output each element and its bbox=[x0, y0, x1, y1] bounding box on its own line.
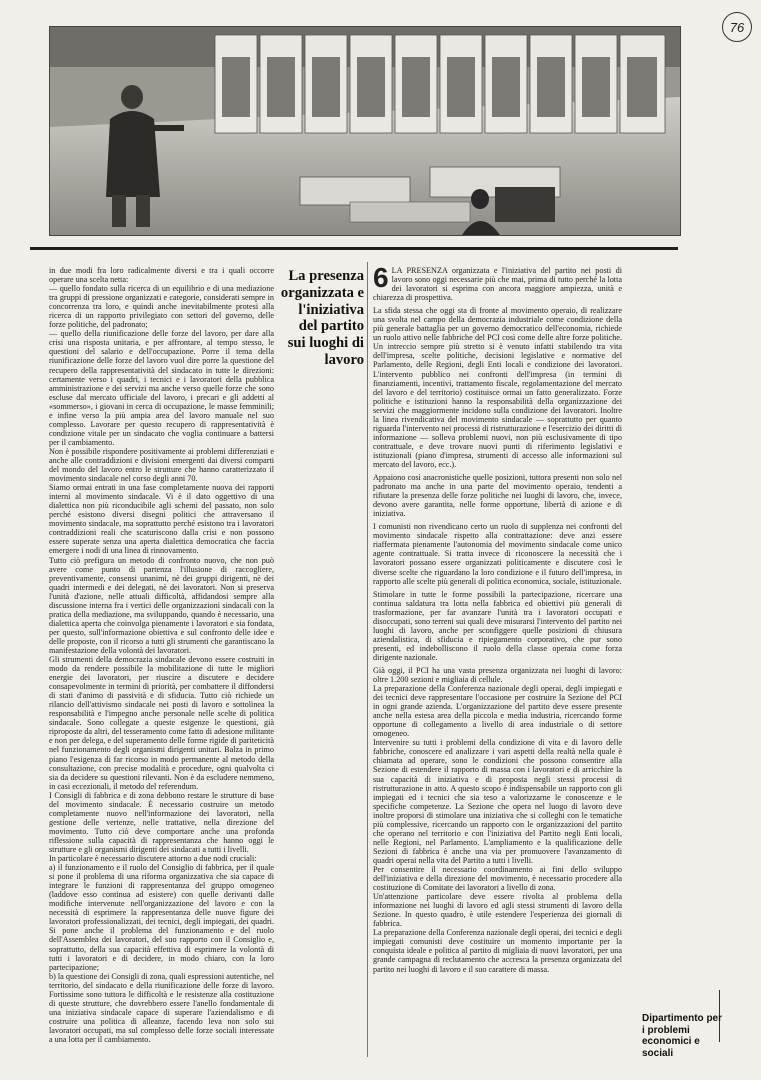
left-paragraph: Non è possibile rispondere positivamente ai problemi differenziati e anche alle contraddizioni e divisioni emergenti dai diversi comparti del mondo del lavoro entro le strutture che hanno caratterizzato il movimento sindacale nel corso degli anni 70. bbox=[49, 446, 274, 484]
left-column bbox=[49, 266, 274, 1056]
left-paragraph: Tutto ciò prefigura un metodo di confronto nuovo, che non può avere come punto di partenza l'illusione di raccogliere, preventivamente, consensi unanimi, nè dei gruppi dirigenti, nè dei quadri intermedi e dei delegati, nè dei lavoratori. Non si preserva l'unità d'azione, nelle attuali difficoltà, affidandosi sempre alla discussione interna fra i vertici delle organizzazioni sindacali con la pratica della mediazione, ma sviluppando, quando è necessario, una dialettica aperta che coinvolga pienamente i lavoratori e sia fondata, per questo, sull'informazione obiettiva e sul confronto delle idee e delle proposte, con il ricorso a tutti gli strumenti che garantiscano la manifestazione della volontà dei lavoratori. bbox=[49, 555, 274, 655]
left-paragraph: Siamo ormai entrati in una fase completamente nuova dei rapporti interni al movimento sindacale. Vi è il dato oggettivo di una dialettica non più riconducibile agli schemi del passato, non solo perché esistono diversi disegni politici che attraversano il movimento sindacale, ma soprattutto perché esistono tra i lavoratori contraddizioni reali che scaturiscono dalla crisi e non possono essere superate senza una aperta dialettica democratica che faccia emergere i nodi di una linea di rinnovamento. bbox=[49, 483, 274, 556]
right-paragraph-intro bbox=[373, 266, 622, 302]
right-paragraph-intro-text: LA PRESENZA organizzata e l'iniziativa del partito nei posti di lavoro sono oggi necessarie più che mai, prima di tutto perché la lotta dei lavoratori si esprima con ancora maggiore ampiezza, unità e chiarezza di prospettiva. bbox=[373, 266, 622, 303]
right-paragraph: Per consentire il necessario coordinamento ai fini dello sviluppo dell'iniziativa e della direzione del movimento, è necessario procedere alla costituzione di Comitate dei lavoratori a livello di zona. bbox=[373, 865, 622, 893]
right-paragraph: Intervenire su tutti i problemi della condizione di vita e di lavoro delle fabbriche, conoscere ed analizzare i vari aspetti della realtà nella quale è chiamata ad operare, sono le condizioni che possono consentire alla Sezione di estendere il rapporto di massa con i lavoratori e di arricchire la sua capacità di iniziativa e di proposta negli stessi processi di ristrutturazione in atto. A questo scopo è indispensabile un rapporto con gli impiegati ed i tecnici che sia teso a valorizzarne le conoscenze e le specifiche competenze. La Sezione che opera nel luogo di lavoro deve inoltre proporsi di stimolare una iniziativa che si colleghi con le tematiche più complessive, ricercando un rapporto con le organizzazioni del partito che operano nel territorio e con l'iniziativa del Partito negli Enti locali, nelle Regioni, nel Parlamento. L'ampliamento e la qualificazione delle Sezioni di fabbrica è anche una via per promuovere l'avanzamento di quadri operai nella vita del Partito a tutti i livelli. bbox=[373, 738, 622, 865]
left-paragraph: b) la questione dei Consigli di zona, quali espressioni autentiche, nel territorio, del sindacato e della riunificazione delle forze di lavoro. Fortissime sono tuttora le difficoltà e le resistenze alla costituzione di queste strutture, che dovrebbero essere l'anello fondamentale di una iniziativa sindacale capace di superare l'aziendalismo e di costruire una politica di alleanze, facendo leva non solo sui lavoratori occupati, ma sul complesso delle forze sociali interessate a una lotta per il cambiamento. bbox=[49, 971, 274, 1044]
column-divider bbox=[367, 262, 368, 1057]
left-paragraph: a) il funzionamento e il ruolo del Consiglio di fabbrica, per il quale si pone il problema di una riforma organizzativa che sia capace di integrare le funzioni di rappresentanza del gruppo omogeneo (laddove esso continua ad esistere) con quelle derivanti dalle modifiche intervenute nell'organizzazione del lavoro e con la necessità di esprimere la rappresentanza delle nuove figure dei lavoratori professionalizzati, dei tecnici, degli impiegati, dei quadri. Si pone anche il problema del funzionamento e del ruolo dell'Assemblea dei lavoratori, del suo rapporto con il Consiglio e, soprattutto, della sua capacità effettiva di esprimere la volontà di tutti i lavoratori e di decidere, in modo chiaro, con la loro partecipazione; bbox=[49, 863, 274, 972]
right-paragraph: La sfida stessa che oggi sta di fronte al movimento operaio, di realizzare una svolta nel campo della democrazia industriale come condizione della più generale battaglia per un governo democratico dell'economia, richiede un ruolo attivo nelle fabbriche del PCI così come delle altre forze politiche. Un intreccio sempre più stretto si è venuto infatti stabilendo tra vita dell'impresa, scelte politiche, decisioni legislative e normative del Parlamento, delle Regioni, degli Enti locali e condizione dei lavoratori. L'intervento pubblico nei confronti dell'impresa (in termini di finanziamenti, incentivi, trattamento fiscale, regolamentazione del mercato del lavoro e del territorio) costituisce ormai un fatto generalizzato. Forze politiche e istituzioni hanno la responsabilità della organizzazione dei servizi che maggiormente incidono sulla condizione dei lavoratori. Inoltre la linea rivendicativa del movimento sindacale — soprattutto per quanto riguarda l'intervento nei processi di ristrutturazione e l'esercizio dei diritti di informazione — solleva problemi nuovi, non più esclusivamente di tipo contrattuale, e deve trovare nuovi punti di riferimento legislativi e istituzionali (piano d'impresa, strumenti di accesso alle informazioni sul mercato del lavoro, ecc.). bbox=[373, 306, 622, 469]
department-label: Dipartimento per i problemi economici e sociali bbox=[642, 1013, 723, 1059]
right-paragraph: I comunisti non rivendicano certo un ruolo di supplenza nei confronti del movimento sindacale rispetto alla contrattazione: deve anzi essere riaffermata pienamente l'autonomia del movimento sindacale come unico agente contrattuale. Si tratta invece di riconoscere la necessità che i lavoratori possano essere organizzati politicamente e discutere così le diverse scelte che riguardano la loro condizione e il futuro dell'impresa, in rapporto alle scelte più generali di politica economica, sociale, istituzionale. bbox=[373, 522, 622, 586]
left-paragraph: In particolare è necessario discutere attorno a due nodi cruciali: bbox=[49, 854, 257, 864]
left-paragraph: in due modi fra loro radicalmente diversi e tra i quali occorre operare una scelta netta: bbox=[49, 266, 274, 285]
page-number: 76 bbox=[722, 12, 752, 42]
left-paragraph: Gli strumenti della democrazia sindacale devono essere costruiti in modo da rendere possibile la mobilitazione di tutte le migliori energie dei lavoratori, per riuscire a discutere e decidere consapevolmente in termini di priorità, per combattere il diffondersi di stati d'animo di passività e di sfiducia. Tutto ciò richiede un rilancio dell'attivismo sindacale nei posti di lavoro e sottolinea la responsabilità e l'impegno anche personale nelle scelte di politica sindacale. Sono collegate a queste esigenze le questioni, già riproposte da altri, del tesseramento come fatto di adesione militante e non per delega, e del superamento delle forme rigide di pariteticità nel funzionamento degli organismi dirigenti unitari. Balza in primo piano l'esigenza di far ricorso in modo permanente al metodo della consultazione, con precise modalità e procedure, ogni qualvolta ci sia da decidere su questioni rilevanti. Non è da escludere nemmeno, in casi eccezionali, il metodo del referendum. bbox=[49, 655, 274, 791]
left-paragraph: I Consigli di fabbrica e di zona debbono restare le strutture di base del movimento sindacale. È necessario costruire un metodo completamente nuovo nell'informazione dei lavoratori, nella gestione delle vertenze, nelle trattative, nella direzione del movimento. Tutto ciò deve comportare anche una profonda riflessione sulla capacità di rappresentanza che hanno oggi le strutture e gli organismi dirigenti dei sindacati a tutti i livelli. bbox=[49, 790, 274, 854]
right-paragraph: Un'attenzione particolare deve essere rivolta al problema della informazione nei luoghi di lavoro ed agli stessi strumenti di lavoro della Sezione. In questo quadro, è utile estendere l'esperienza dei giornali di fabbrica. bbox=[373, 892, 622, 929]
header-photo bbox=[49, 26, 681, 236]
section-number: 6 bbox=[373, 266, 389, 293]
left-paragraph: — quello fondato sulla ricerca di un equilibrio e di una mediazione tra gruppi di pressione organizzati e categorie, considerati sempre in concorrenza tra loro, e quindi anche inevitabilmente protesi alla ricerca di un rapporto privilegiato con settori del governo, delle forze politiche, del padronato; bbox=[49, 284, 274, 330]
right-paragraph: Stimolare in tutte le forme possibili la partecipazione, ricercare una continua saldatura tra lotta nella fabbrica ed obiettivi più generali di trasformazione, per far avanzare l'unità tra i lavoratori occupati e disoccupati, sono terreni sui quali deve misurarsi l'intervento del partito nei luoghi di lavoro, anche per sconfiggere quelle posizioni di chiusura aziendalistica, di sfiducia e ripiegamento corporativo, che pur sono presenti, ed indebolliscono il ruolo della classe operaia come forza dirigente nazionale. bbox=[373, 589, 622, 662]
section-rule bbox=[30, 247, 678, 250]
left-paragraph: — quello della riunificazione delle forze del lavoro, per dare alla crisi una risposta unitaria, e per affrontare, al tempo stesso, le questioni del salario e dell'occupazione. Porre il tema della riunificazione delle forze del lavoro vuol dire porre la questione del recupero della rappresentatività del sindacato in tutte le direzioni: certamente verso i quadri, i tecnici e i lavoratori della pubblica amministrazione e dei servizi ma anche verso quelle forze che sono escluse dal mercato ufficiale del lavoro, i precari e gli addetti al «sommerso», i giovani in cerca di occupazione, le masse femminili; e infine verso la più ampia area del lavoro manuale nel suo complesso. Lavorare per questo recupero di rappresentatività è condizione vitale per un sindacato che voglia continuare a battersi per il cambiamento. bbox=[49, 329, 274, 447]
right-column bbox=[373, 266, 622, 1066]
right-paragraph: Già oggi, il PCI ha una vasta presenza organizzata nei luoghi di lavoro: oltre 1.200 sezioni e migliaia di cellule. bbox=[373, 665, 622, 685]
right-paragraph: La preparazione della Conferenza nazionale degli operai, dei tecnici e degli impiegati comunisti deve costituire un momento importante per la conquista ideale e politica al partito di migliaia di nuovi lavoratori, per una grande campagna di reclutamento che accresca la presenza organizzata del partito nei luoghi di lavoro e il suo carattere di massa. bbox=[373, 928, 622, 974]
right-paragraph: Appaiono così anacronistiche quelle posizioni, tuttora presenti non solo nel padronato ma anche in una parte del movimento operaio, tendenti a rifiutare la presenza delle forze politiche nei luoghi di lavoro, che, invece, devono avere garantita, nelle forme opportune, libertà di azione e di iniziativa. bbox=[373, 473, 622, 519]
office-computer-photo-image bbox=[50, 27, 680, 235]
article-headline: La presenza organizzata e l'iniziativa del partito sui luoghi di lavoro bbox=[280, 268, 364, 368]
right-paragraph: La preparazione della Conferenza nazionale degli operai, degli impiegati e dei tecnici deve rappresentare l'occasione per costruire la Sezione del PCI in ogni grande azienda. L'organizzazione del partito deve essere presente anche nella estesa area della piccola e media industria, ricercando forme opportune di collegamento a livello di area industriale o di settore omogeneo. bbox=[373, 684, 622, 739]
